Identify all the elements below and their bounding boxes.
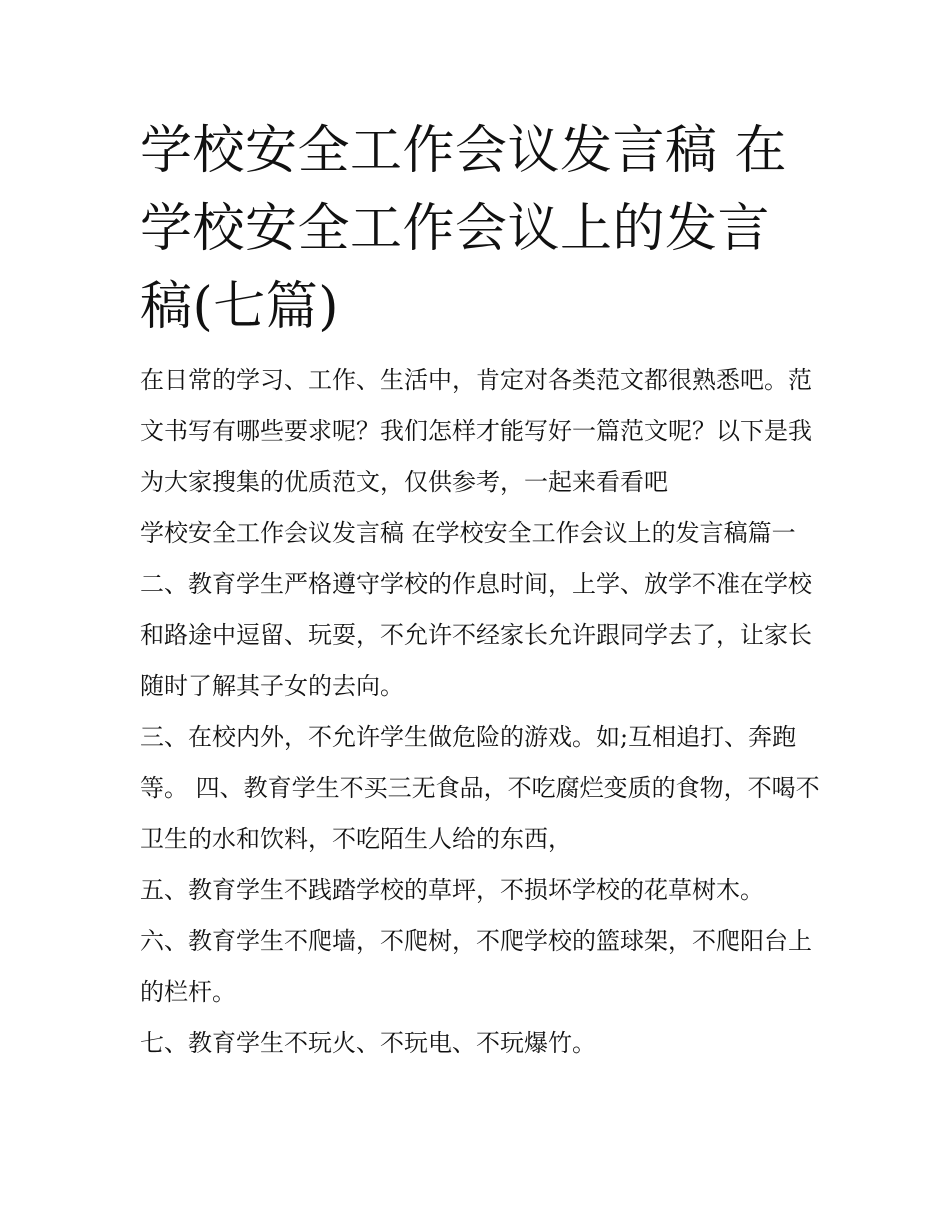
document-body: [140, 355, 820, 1069]
document-title: 学校安全工作会议发言稿 在学校安全工作会议上的发言稿(七篇): [140, 121, 788, 337]
rule-paragraph-3: 三、在校内外，不允许学生做危险的游戏。如;互相追打、奔跑等。 四、教育学生不买三无食品，不吃腐烂变质的食物，不喝不卫生的水和饮料，不吃陌生人给的东西，: [140, 723, 820, 853]
rule-paragraph-2: 二、教育学生严格遵守学校的作息时间，上学、放学不准在学校和路途中逗留、玩耍，不允许不经家长允许跟同学去了，让家长随时了解其子女的去向。: [140, 570, 812, 700]
rule-paragraph-7: 七、教育学生不玩火、不玩电、不玩爆竹。: [140, 1029, 596, 1057]
section-heading: 学校安全工作会议发言稿 在学校安全工作会议上的发言稿篇一: [140, 519, 796, 547]
intro-paragraph: 在日常的学习、工作、生活中，肯定对各类范文都很熟悉吧。范文书写有哪些要求呢？我们怎样才能写好一篇范文呢？以下是我为大家搜集的优质范文，仅供参考，一起来看看吧: [140, 366, 812, 496]
rule-paragraph-5: 五、教育学生不践踏学校的草坪，不损坏学校的花草树木。: [140, 876, 764, 904]
rule-paragraph-6: 六、教育学生不爬墙，不爬树，不爬学校的篮球架，不爬阳台上的栏杆。: [140, 927, 812, 1006]
